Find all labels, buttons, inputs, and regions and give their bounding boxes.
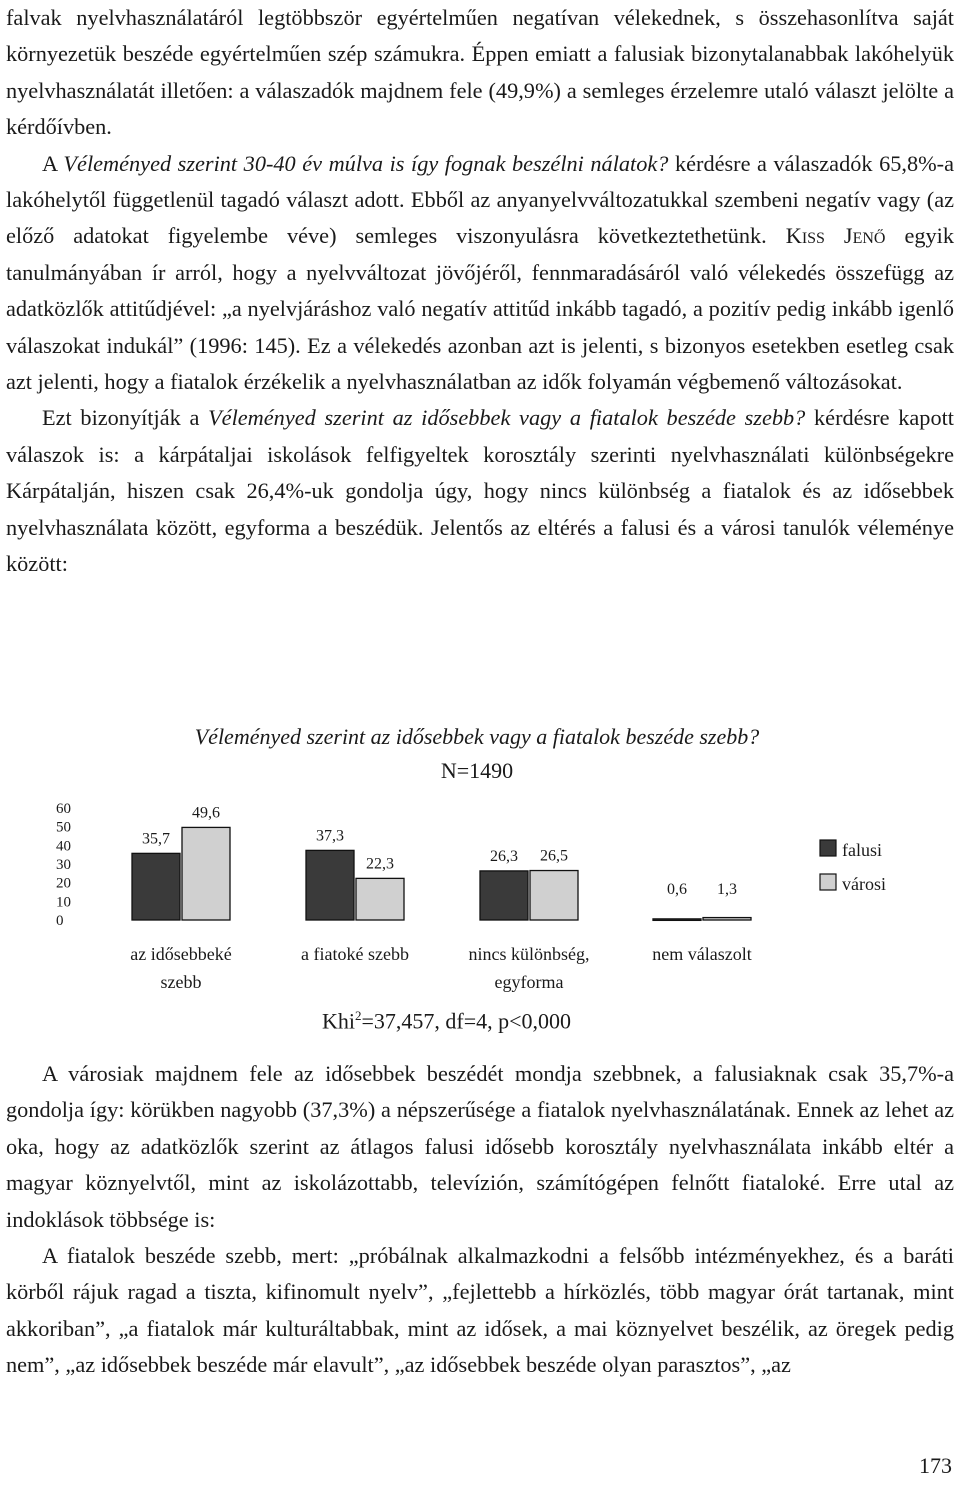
p2-rest-b: egyik tanulmányában ír arról, hogy a nyelvváltozat jövőjéről, fennmaradásáról való vélekedés összefügg az adatközlők attitűdjével: „a nyelvjáráshoz való negatív attitűd inkább tagadó, a pozitív pedig inkább igenlő válaszokat indukál” (1996: 145). Ez a vélekedés azonban azt is jelenti, s bizonyos esetekben esetleg csak azt jelenti, hogy a fiatalok érzékelik a nyelvhasználatban az idők folyamán végbemenő változásokat. xyxy=(6,223,954,395)
text-block-top xyxy=(6,0,954,583)
paragraph-1: falvak nyelvhasználatáról legtöbbször egyértelműen negatívan vélekednek, s összehasonlítva saját környezetük beszéde egyértelműen szép számukra. Éppen emiatt a falusiak bizonytalanabbak lakóhelyük nyelvhasználatát illetően: a válaszadók majdnem fele (49,9%) a semleges érzelemre utaló választ jelölte a kérdőívben. xyxy=(6,5,954,140)
paragraph-3 xyxy=(6,400,954,582)
p2-rest-a: kérdésre a válaszadók 65,8%-a lakóhelytől függetlenül tagadó választ adott. Ebből az anyanyelvváltozatukkal szembeni negatív vagy (az előző adatokat figyelembe véve) semleges viszonyulásra következtethetünk. xyxy=(6,150,954,249)
x-category-label: egyforma xyxy=(494,972,564,992)
bar-falusi-0 xyxy=(132,853,180,920)
paragraph-2 xyxy=(6,146,954,401)
y-tick-label: 20 xyxy=(56,875,71,892)
bar-városi-1 xyxy=(356,878,404,920)
x-category-label: nem válaszolt xyxy=(652,944,752,964)
bar-városi-2 xyxy=(530,871,578,920)
bar-falusi-3 xyxy=(653,919,701,921)
paragraph-4: A városiak majdnem fele az idősebbek beszédét mondja szebbnek, a falusiaknak csak 35,7%-a gondolja így: körükben nagyobb (37,3%) a népszerűsége a fiatalok nyelvhasználatának. Ennek az lehet az oka, hogy az adatközlők szerint az átlagos falusi idősebb korosztály nyelvhasználata inkább eltér a magyar köznyelvtől, mint az iskolázottabb, televízión, számítógépen felnőtt fiataloké. Erre utal az indoklások többsége is: xyxy=(6,1061,954,1232)
stats-rest: =37,457, df=4, p<0,000 xyxy=(361,1008,572,1034)
bar-városi-3 xyxy=(703,918,751,920)
y-tick-label: 40 xyxy=(56,838,71,855)
data-label: 35,7 xyxy=(142,830,170,848)
data-label: 49,6 xyxy=(192,804,220,822)
x-category-label: szebb xyxy=(160,972,202,992)
y-tick-label: 10 xyxy=(56,894,71,911)
author-name: Kiss Jenő xyxy=(785,223,886,249)
bar-falusi-2 xyxy=(480,871,528,920)
stats-prefix: Khi xyxy=(322,1008,355,1034)
y-tick-label: 0 xyxy=(56,913,64,929)
page-number: 173 xyxy=(919,1453,952,1478)
bar-falusi-1 xyxy=(306,850,354,920)
data-label: 22,3 xyxy=(366,855,394,873)
bar-chart xyxy=(0,718,948,1008)
chart-subtitle: N=1490 xyxy=(440,758,514,783)
legend-label: falusi xyxy=(842,840,882,860)
y-tick-label: 60 xyxy=(56,801,71,817)
chart-statistics xyxy=(322,1008,571,1034)
data-label: 26,5 xyxy=(540,847,568,865)
data-label: 1,3 xyxy=(717,881,737,898)
legend-label: városi xyxy=(842,874,886,894)
data-label: 0,6 xyxy=(667,881,687,898)
y-tick-label: 30 xyxy=(56,857,71,873)
y-tick-label: 50 xyxy=(56,819,71,836)
p2-prefix: A xyxy=(42,150,64,176)
p2-question: Véleményed szerint 30-40 év múlva is így fognak beszélni nálatok? xyxy=(63,150,669,176)
p3-rest: kérdésre kapott válaszok is: a kárpátaljai iskolások felfigyeltek korosztály szerinti nyelvhasználati különbségekre Kárpátalján, hiszen csak 26,4%-uk gondolja úgy, hogy nincs különbség a fiatalok és az idősebbek nyelvhasználata között, egyforma a beszédük. Jelentős az eltérés a falusi és a városi tanulók véleménye között: xyxy=(6,405,954,577)
text-block-bottom xyxy=(6,1056,954,1384)
legend-swatch-falusi xyxy=(820,840,836,856)
chart-title: Véleményed szerint az idősebbek vagy a fiatalok beszéde szebb? xyxy=(194,724,760,749)
stats-superscript: 2 xyxy=(355,1008,362,1023)
x-category-label: az idősebbeké xyxy=(130,944,232,964)
x-category-label: a fiatoké szebb xyxy=(301,944,409,964)
p3-prefix: Ezt bizonyítják a xyxy=(42,405,209,431)
legend-swatch-városi xyxy=(820,874,836,890)
x-category-label: nincs különbség, xyxy=(468,944,590,964)
chart-figure xyxy=(0,718,948,1048)
bar-városi-0 xyxy=(182,827,230,920)
p3-question: Véleményed szerint az idősebbek vagy a fiatalok beszéde szebb? xyxy=(208,405,806,431)
data-label: 26,3 xyxy=(490,847,518,865)
paragraph-5: A fiatalok beszéde szebb, mert: „próbálnak alkalmazkodni a felsőbb intézményekhez, és a baráti körből rájuk ragad a tiszta, kifinomult nyelv”, „fejlettebb a hírközlés, több magyar órát tartanak, mint akkoriban”, „a fiatalok már kulturáltabbak, mint az idősek, a mai köznyelvet beszélik, az öregek pedig nem”, „az idősebbek beszéde már elavult”, „az idősebbek beszéde olyan parasztos”, „az xyxy=(6,1243,954,1378)
data-label: 37,3 xyxy=(316,827,344,845)
